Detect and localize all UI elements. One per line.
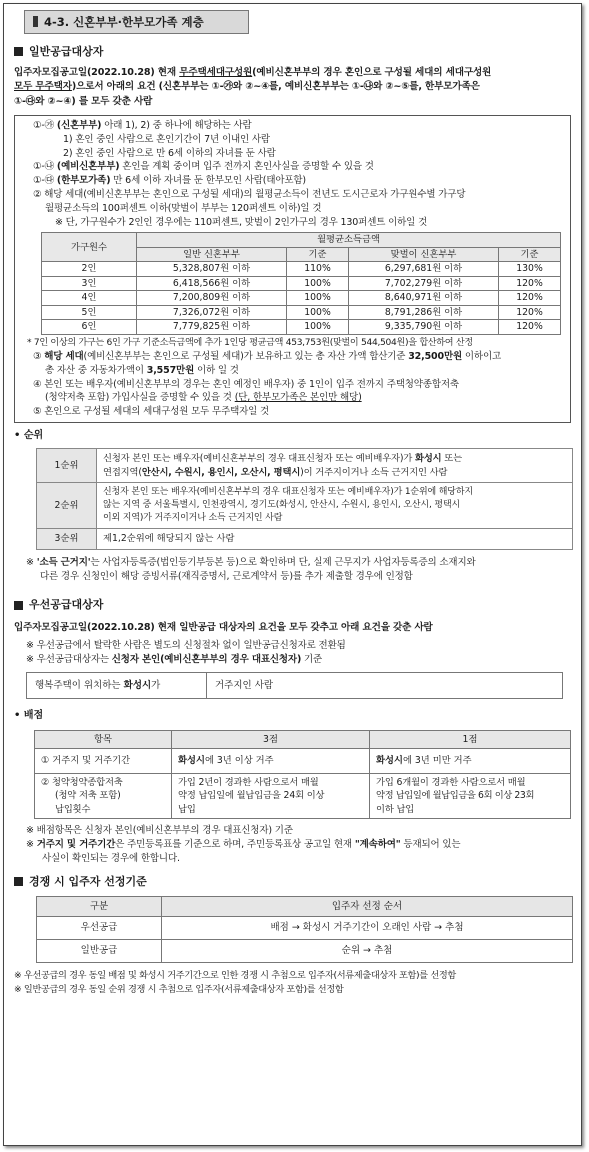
score-bold: 화성시 (376, 755, 403, 767)
score-text: 약정 납입일에 월납입금을 6회 이상 23회 (376, 790, 535, 802)
note-text: ※ 우선공급대상자는 (26, 653, 112, 665)
note-text: ※ (26, 839, 37, 851)
rank-text: 이외 지역)가 거주지이거나 소득 근거지인 사람 (103, 513, 283, 524)
scoring-table (34, 730, 571, 819)
table-cell: 9,335,790원 이하 (348, 320, 498, 335)
intro-text: 입주자모집공고일(2022.10.28) 현재 (14, 66, 180, 78)
requirement-sub-2: 2) 혼인 중인 사람으로 만 6세 이하의 자녀를 둔 사람 (63, 147, 276, 159)
req-label: (한부모가족) (56, 175, 111, 187)
table-cell: 120% (499, 305, 561, 320)
rank-label: 1순위 (37, 449, 97, 483)
table-cell: 6인 (42, 320, 137, 335)
score-text: 가입 2년이 경과한 사람으로서 매월 (178, 776, 319, 788)
req-underline: (단, 한부모가족은 본인만 해당) (234, 392, 362, 404)
selection-note-1: ※ 우선공급의 경우 동일 배점 및 화성시 거주기간으로 인한 경쟁 시 추첨으로 입주자(서류제출대상자 포함)를 선정함 (14, 970, 456, 982)
income-header-members: 가구원수 (42, 233, 137, 262)
table-cell: 6,418,566원 이하 (137, 276, 287, 291)
intro-text: )으로서 아래의 요건 (신혼부부는 ①-㉮와 ②~④를, 예비신혼부부는 ①-㉯와 ②~⑤를, 한부모가족은 (71, 81, 480, 93)
table-cell: 6,297,681원 이하 (348, 262, 498, 277)
score-header-3: 3점 (172, 730, 370, 748)
cond-text: 가 (151, 679, 161, 691)
table-cell: 5,328,807원 이하 (137, 262, 287, 277)
req-prefix: ①-㉯ (33, 161, 57, 173)
scoring-note-2-line2: 사실이 확인되는 경우에 한합니다. (42, 852, 180, 864)
req-text: 이하 일 것 (194, 364, 239, 376)
requirement-assets (23, 350, 562, 364)
table-row (42, 291, 561, 306)
title-bar-mark (33, 16, 38, 27)
rank-description (97, 483, 573, 529)
rank-bold: 화성시 (414, 453, 442, 465)
score-header-1: 1점 (370, 730, 571, 748)
table-row (37, 940, 573, 963)
income-note: * 7인 이상의 가구는 6인 가구 기준소득금액에 추가 1인당 평균금액 453,753원(맞벌이 544,504원)을 합산하여 산정 (27, 337, 473, 348)
priority-supply-heading-text: 우선공급대상자 (29, 598, 104, 612)
general-supply-heading (14, 44, 571, 60)
table-cell: 7,702,279원 이하 (348, 276, 498, 291)
table-row (35, 749, 571, 773)
note-text: 는 사업자등록증(법인등기부등본 등)으로 확인하며 단, 실제 근무지가 사업자등록증의 소재지와 (90, 556, 476, 568)
table-row (37, 483, 573, 529)
note-bold: 신청자 본인(예비신혼부부의 경우 대표신청자) (111, 653, 302, 665)
rank-text: 신청자 본인 또는 배우자(예비신혼부부의 경우 대표신청자 또는 예비배우자)가 1순위에 해당하지 (103, 487, 473, 498)
ranking-table (36, 448, 573, 550)
note-text: 은 주민등록표를 기준으로 하며, 주민등록표상 공고일 현재 (115, 839, 355, 851)
requirement-single-parent (23, 174, 562, 188)
table-row (42, 276, 561, 291)
score-text: 이하 납입 (376, 803, 415, 815)
req-label: (예비신혼부부) (56, 161, 120, 173)
score-bold: 화성시 (178, 755, 205, 767)
ranking-heading: • 순위 (14, 429, 44, 441)
score-text: (청약 저축 포함) (55, 790, 121, 802)
req-text: 만 6세 이하 자녀를 둔 한부모인 사람(태아포함) (110, 175, 306, 187)
intro-underline: 모두 무주택자 (14, 81, 72, 93)
req-text: 이하이고 (462, 350, 502, 362)
scoring-heading: • 배점 (14, 710, 44, 722)
table-cell: 120% (499, 276, 561, 291)
rank-text: 또는 (441, 453, 462, 465)
scoring-note-2 (14, 838, 571, 852)
req-text: 총 자산 중 자동차가액이 (45, 364, 147, 376)
score-text: 에 3년 이상 거주 (204, 755, 274, 767)
req-amount: 3,557만원 (146, 364, 195, 376)
general-supply-heading-text: 일반공급대상자 (29, 44, 104, 58)
table-cell: 130% (499, 262, 561, 277)
priority-intro: 입주자모집공고일(2022.10.28) 현재 일반공급 대상자의 요건을 모두 갖추고 아래 요건을 갖춘 사람 (14, 622, 433, 634)
req-prefix: ①-㉰ (33, 175, 57, 187)
note-text: ※ (26, 556, 37, 568)
income-header-standard: 기준 (287, 247, 349, 262)
income-header-dual: 맞벌이 신혼부부 (348, 247, 498, 262)
requirement-income: ② 해당 세대(예비신혼부부는 혼인으로 구성될 세대)의 월평균소득이 전년도 도시근로자 가구원수별 가구당 (33, 189, 466, 201)
note-bold: 거주지 및 거주기간 (36, 839, 116, 851)
table-cell: 100% (287, 291, 349, 306)
req-prefix: ③ (33, 350, 45, 362)
condition-value: 거주지인 사람 (207, 672, 563, 699)
rank-description (97, 449, 573, 483)
section-title (24, 10, 249, 34)
priority-note-2 (14, 653, 571, 667)
table-cell: 7,779,825원 이하 (137, 320, 287, 335)
priority-supply-heading (14, 597, 571, 613)
selection-header-order: 입주자 선정 순서 (162, 896, 573, 917)
rank-text: 신청자 본인 또는 배우자(예비신혼부부의 경우 대표신청자 또는 예비배우자)가 (103, 453, 415, 465)
table-row (37, 449, 573, 483)
table-row (42, 262, 561, 277)
selection-heading (14, 874, 571, 890)
req-prefix: ①-㉮ (33, 120, 57, 132)
score-text: 에 3년 미만 거주 (402, 755, 472, 767)
priority-condition-table (26, 672, 563, 700)
table-cell: 4인 (42, 291, 137, 306)
table-header-row (35, 730, 571, 748)
priority-note-1: ※ 우선공급에서 탈락한 사람은 별도의 신청절차 없이 일반공급신청자로 전환됨 (26, 640, 346, 652)
square-bullet-icon (14, 601, 23, 610)
table-row (35, 773, 571, 818)
score-1-cell (370, 773, 571, 818)
req-text: (청약저축 포함) 가입사실을 증명할 수 있을 것 (45, 392, 235, 404)
intro-text: (예비신혼부부의 경우 혼인으로 구성될 세대의 세대구성원 (252, 66, 492, 78)
score-1-cell (370, 749, 571, 773)
table-cell: 100% (287, 320, 349, 335)
cond-text: 행복주택이 위치하는 (35, 679, 124, 691)
req-amount: 32,500만원 (408, 350, 463, 362)
table-cell: 3인 (42, 276, 137, 291)
note-text: 다른 경우 신청인이 해당 증빙서류(재직증명서, 근로계약서 등)를 추가 제출할 경우에 인정함 (40, 570, 413, 582)
table-cell: 5인 (42, 305, 137, 320)
condition-label (27, 672, 207, 699)
rank-label: 2순위 (37, 483, 97, 529)
table-cell: 2인 (42, 262, 137, 277)
req-text: 혼인을 계획 중이며 입주 전까지 혼인사실을 증명할 수 있을 것 (119, 161, 374, 173)
scoring-note-1: ※ 배점항목은 신청자 본인(예비신혼부부의 경우 대표신청자) 기준 (26, 825, 293, 837)
income-header-general: 일반 신혼부부 (137, 247, 287, 262)
req-label: (신혼부부) (56, 120, 102, 132)
income-header-group: 월평균소득금액 (137, 233, 561, 248)
table-cell: 110% (287, 262, 349, 277)
requirement-savings: ④ 본인 또는 배우자(예비신혼부부의 경우는 혼인 예정인 배우자) 중 1인이 입주 전까지 주택청약종합저축 (33, 378, 459, 390)
requirement-income-line2: 월평균소득의 100퍼센트 이하(맞벌이 부부는 120퍼센트 이하)일 것 (45, 202, 322, 214)
general-supply-intro (14, 66, 571, 111)
requirements-box (14, 115, 571, 423)
score-text: 납입횟수 (55, 803, 91, 815)
table-row (27, 672, 563, 699)
selection-heading-text: 경쟁 시 입주자 선정기준 (29, 874, 147, 888)
note-bold: "계속하여" (354, 839, 401, 851)
requirement-engaged (23, 160, 562, 174)
table-cell: 8,640,971원 이하 (348, 291, 498, 306)
table-row (42, 320, 561, 335)
requirement-assets-line2 (23, 364, 562, 378)
intro-underline: 무주택세대구성원 (179, 66, 253, 78)
rank-text: )이 거주지이거나 소득 근거지인 사람 (300, 466, 448, 478)
rank-bold: 안산시, 수원시, 용인시, 오산시, 평택시 (141, 466, 301, 478)
score-3-cell (172, 773, 370, 818)
note-text: 등재되어 있는 (400, 839, 461, 851)
requirement-homeless: ⑤ 혼인으로 구성될 세대의 세대구성원 모두 무주택자일 것 (33, 406, 270, 418)
score-text: ② 청약청약종합저축 (41, 776, 123, 788)
intro-text: ①-㉰와 ②~④) 를 모두 갖춘 사람 (14, 96, 153, 108)
table-row (37, 529, 573, 549)
req-label: 해당 세대 (44, 350, 84, 362)
table-row (37, 917, 573, 940)
note-text: 기준 (301, 653, 323, 665)
square-bullet-icon (14, 877, 23, 886)
req-text: 아래 1), 2) 중 하나에 해당하는 사람 (101, 120, 252, 132)
rank-description: 제1,2순위에 해당되지 않는 사람 (97, 529, 573, 549)
selection-table (36, 896, 573, 964)
score-item: ① 거주지 및 거주기간 (35, 749, 172, 773)
score-header-item: 항목 (35, 730, 172, 748)
table-header-row (37, 896, 573, 917)
requirement-income-note: ※ 단, 가구원수가 2인인 경우에는 110퍼센트, 맞벌이 2인가구의 경우 130퍼센트 이하일 것 (55, 216, 428, 228)
cond-bold: 화성시 (123, 679, 152, 691)
rank-text: 않는 지역 중 서울특별시, 인천광역시, 경기도(화성시, 안산시, 수원시, 용인시, 오산시, 평택시 (103, 500, 461, 511)
income-header-standard: 기준 (499, 247, 561, 262)
requirement-savings-line2 (23, 391, 562, 405)
square-bullet-icon (14, 47, 23, 56)
table-cell: 100% (287, 276, 349, 291)
selection-type: 우선공급 (37, 917, 162, 940)
section-title-text: 4-3. 신혼부부·한부모가족 계층 (44, 15, 204, 29)
score-text: 가입 6개월이 경과한 사람으로서 매월 (376, 776, 526, 788)
score-text: 납입 (178, 803, 196, 815)
table-cell: 7,200,809원 이하 (137, 291, 287, 306)
selection-type: 일반공급 (37, 940, 162, 963)
score-text: 약정 납입일에 월납입금을 24회 이상 (178, 790, 325, 802)
rank-label: 3순위 (37, 529, 97, 549)
selection-note-2: ※ 일반공급의 경우 동일 순위 경쟁 시 추첨으로 입주자(서류제출대상자 포함)를 선정함 (14, 983, 344, 995)
selection-order: 순위 → 추첨 (162, 940, 573, 963)
table-cell: 7,326,072원 이하 (137, 305, 287, 320)
table-cell: 8,791,286원 이하 (348, 305, 498, 320)
table-row (42, 305, 561, 320)
score-item (35, 773, 172, 818)
selection-header-type: 구분 (37, 896, 162, 917)
table-cell: 120% (499, 291, 561, 306)
rank-text: 연접지역( (103, 466, 142, 478)
note-bold: '소득 근거지' (36, 556, 91, 568)
document-page (3, 3, 582, 1146)
income-table (41, 232, 561, 335)
selection-order: 배점 → 화성시 거주기간이 오래인 사람 → 추첨 (162, 917, 573, 940)
requirement-newlywed (23, 119, 562, 133)
score-3-cell (172, 749, 370, 773)
ranking-note (14, 556, 571, 584)
table-cell: 120% (499, 320, 561, 335)
requirement-sub-1: 1) 혼인 중인 사람으로 혼인기간이 7년 이내인 사람 (63, 133, 270, 145)
req-text: (예비신혼부부는 혼인으로 구성될 세대)가 보유하고 있는 총 자산 가액 합산기준 (83, 350, 409, 362)
table-cell: 100% (287, 305, 349, 320)
